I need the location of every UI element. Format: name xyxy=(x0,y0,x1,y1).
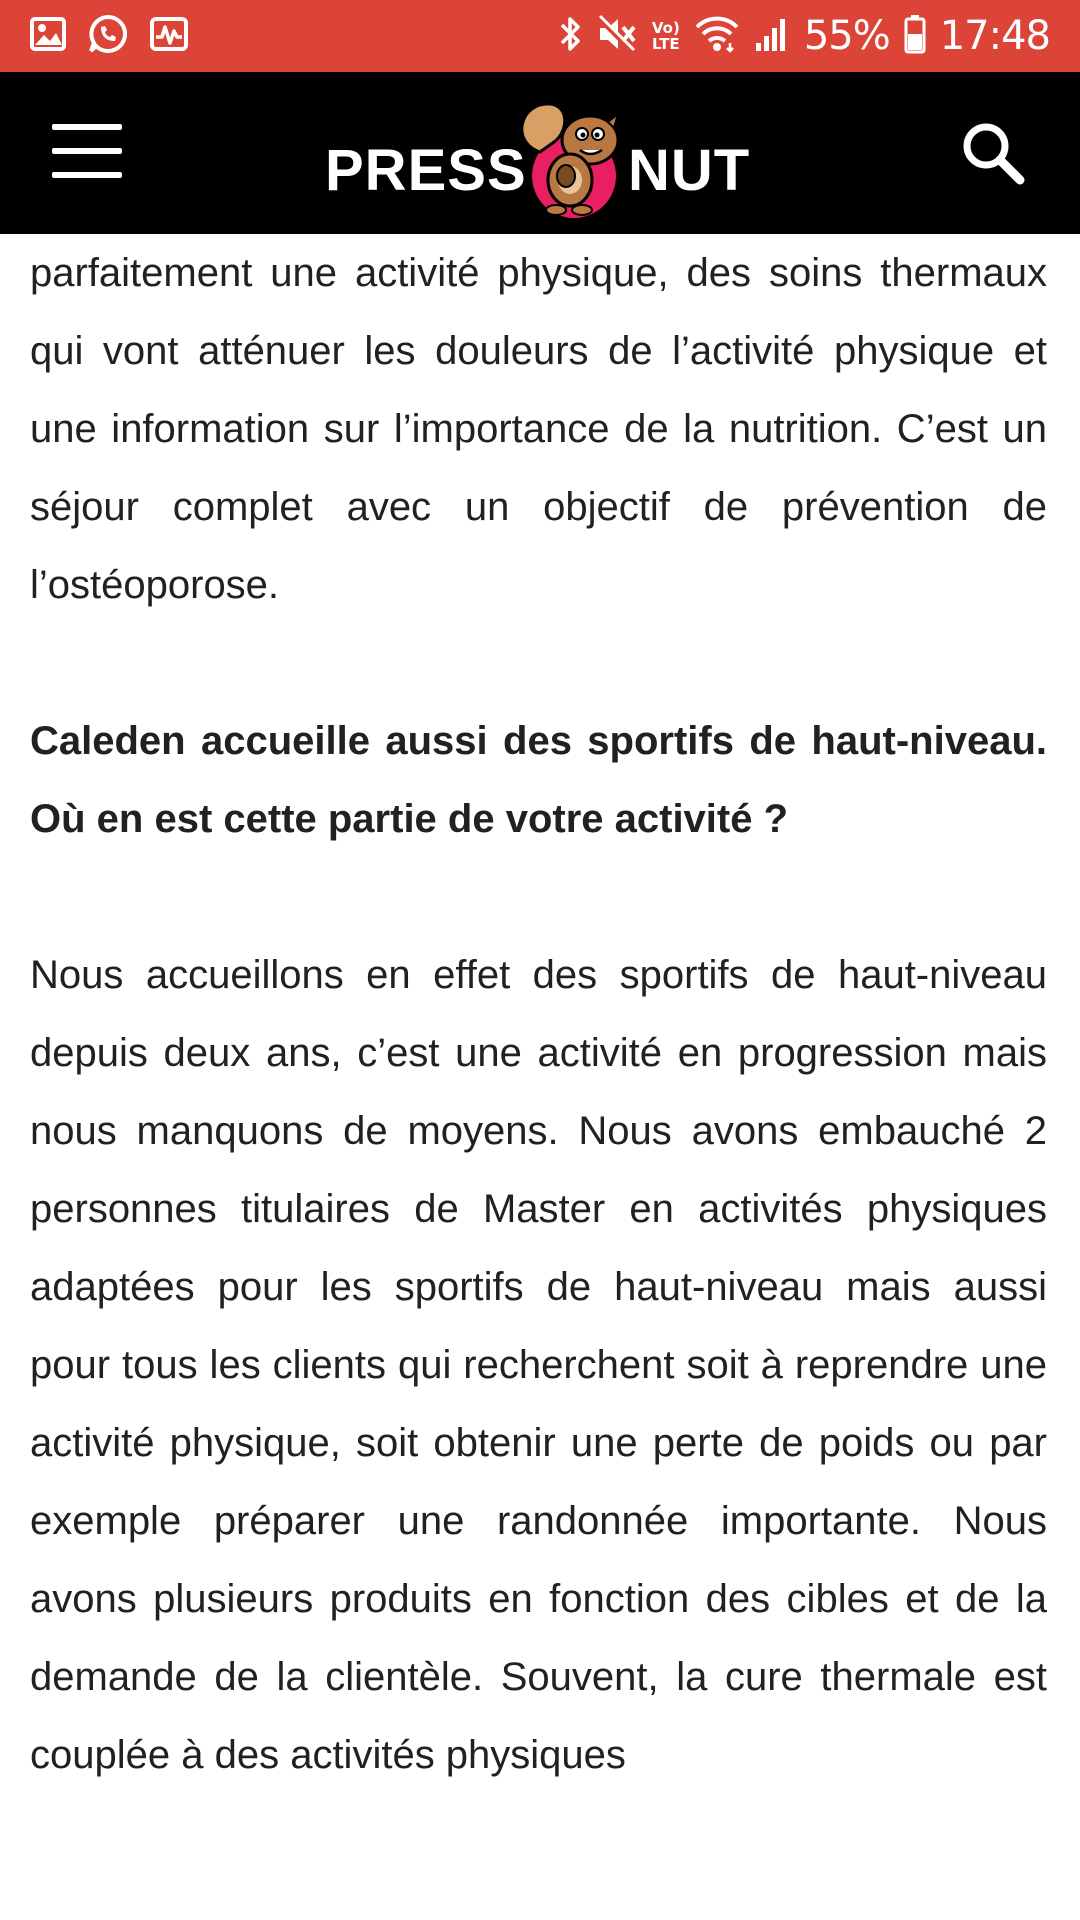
paragraph-spacer xyxy=(30,624,1047,702)
volte-label: Vo) xyxy=(651,19,680,37)
mute-icon xyxy=(596,14,638,59)
status-system xyxy=(544,13,1050,59)
bluetooth-icon xyxy=(558,14,582,59)
battery-percentage: 55% xyxy=(803,13,890,59)
volte-icon xyxy=(652,20,680,52)
article-paragraph: parfaitement une activité physique, des soins thermaux qui vont atténuer les douleurs de l’activité physique et une information sur l’importance de la nutrition. C’est un séjour complet avec un objectif de prévention de l’ostéoporose. xyxy=(30,251,1047,607)
gallery-icon xyxy=(30,17,66,56)
whatsapp-icon xyxy=(88,14,128,59)
article-paragraph: Nous accueillons en effet des sportifs de haut-niveau depuis deux ans, c’est une activité en progression mais nous manquons de moyens. Nous avons embauché 2 personnes titulaires de Master en activités physiques adaptées pour les sportifs de haut-niveau mais aussi pour tous les clients qui recherchent soit à reprendre une activité physique, soit obtenir une perte de poids ou par exemple préparer une randonnée importante. Nous avons plusieurs produits en fonction des cibles et de la demande de la clientèle. Souvent, la cure thermale est couplée à des activités physiques xyxy=(30,953,1047,1777)
search-icon[interactable] xyxy=(958,118,1028,188)
lte-label: LTE xyxy=(652,35,680,53)
site-logo[interactable] xyxy=(320,92,760,222)
activity-icon xyxy=(150,17,188,56)
squirrel-mascot-icon xyxy=(510,92,630,222)
status-notifications xyxy=(30,14,210,59)
article-body xyxy=(30,234,1047,1794)
status-bar xyxy=(0,0,1080,72)
app-header xyxy=(0,72,1080,234)
clock: 17:48 xyxy=(939,13,1050,59)
paragraph-spacer xyxy=(30,858,1047,936)
hamburger-menu-icon[interactable] xyxy=(50,124,124,182)
signal-icon xyxy=(754,16,790,57)
interview-question: Caleden accueille aussi des sportifs de haut-niveau. Où en est cette partie de votre activité ? xyxy=(30,719,1047,841)
logo-word-press: PRESS xyxy=(325,138,527,203)
battery-icon xyxy=(904,14,926,59)
logo-word-nut: NUT xyxy=(628,138,751,203)
wifi-icon xyxy=(694,15,740,58)
